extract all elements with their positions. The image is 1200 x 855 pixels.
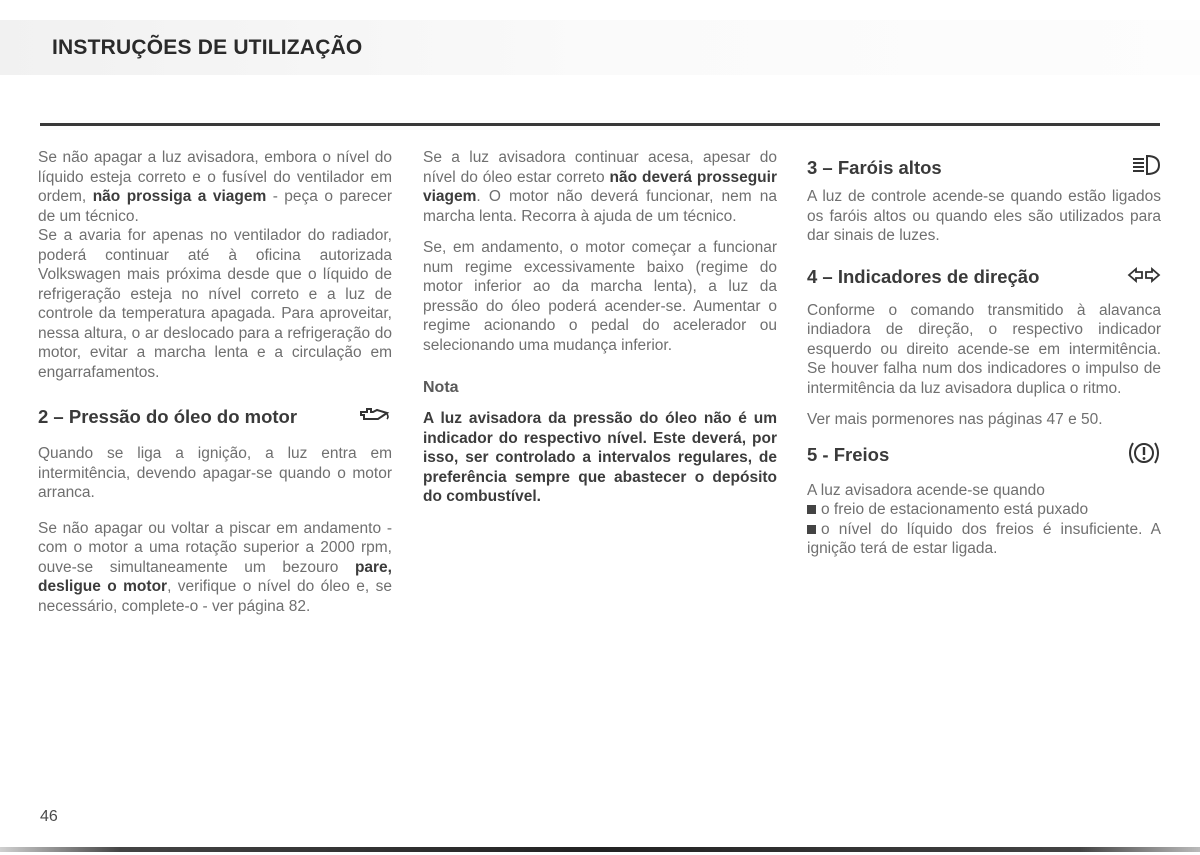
paragraph-low-rpm: Se, em andamento, o motor começar a funcionar num regime excessivamente baixo (regime do motor inferior ao da marcha lenta), a luz da pressão do óleo poderá acender-se. Aumentar o regime acionando o pedal do acelerador ou selecionando uma mudança inferior. [423,239,777,354]
paragraph-see-pages: Ver mais pormenores nas páginas 47 e 50. [807,411,1103,428]
note-title: Nota [423,379,459,396]
section-5-heading [807,440,1161,471]
brake-warning-icon [1127,440,1161,471]
column-3 [807,148,1161,559]
emphasis-text: pare, desligue o motor [38,558,392,595]
paragraph-fan-warning: Se não apagar a luz avisadora, embora o nível do líquido esteja correto e o fusível do ventilador em ordem, não prossiga a viagem - peça o parecer de um técnico. Se a avaria for apenas no ventilador do radiador, poderá continuar até à oficina autorizada Volkswagen mais próxima desde que o líquido de refrigeração esteja no nível correto e a luz de controle da temperatura apagada. Para aproveitar, nessa altura, o ar deslocado para a refrigeração do motor, evitar a marcha lenta e a circulação em engarrafamentos. [38,149,392,381]
note-body: A luz avisadora da pressão do óleo não é um indicador do respectivo nível. Este deverá, por isso, ser controlado a intervalos regulares, de preferência sempre que abastecer o depósito do combustível. [423,410,777,505]
section-4-title: 4 – Indicadores de direção [807,266,1040,287]
high-beam-icon [1131,154,1161,181]
emphasis-text: não deverá prosseguir viagem [423,168,777,205]
page-header-title: INSTRUÇÕES DE UTILIZAÇÃO [52,36,363,59]
turn-signal-icon [1127,266,1161,289]
header-rule [40,123,1160,126]
page-number: 46 [40,808,58,825]
brakes-bullet-2: o nível do líquido dos freios é insuficiente. A ignição terá de estar ligada. [807,520,1161,557]
footer-rule [0,847,1200,852]
emphasis-text: não prossiga a viagem [92,188,267,205]
section-4-heading [807,266,1161,289]
bullet-marker [807,505,816,514]
bullet-marker [807,525,816,534]
paragraph-oil-warning: Se não apagar ou voltar a piscar em andamento - com o motor a uma rotação superior a 2000 rpm, ouve-se simultaneamente um bezouro pare, desligue o motor, verifique o nível do óleo e, se necessário, complete-o - ver página 82. [38,519,393,615]
oil-pressure-icon [358,405,392,428]
paragraph-turn-signals: Conforme o comando transmitido à alavanca indiadora de direção, o respectivo indicador esquerdo ou direito acende-se em intermitência. Se houver falha num dos indicadores o impulso de intermitência da luz avisadora duplica o ritmo. [807,301,1161,397]
paragraph-high-beam: A luz de controle acende-se quando estão ligados os faróis altos ou quando eles são utilizados para dar sinais de luzes. [807,188,1161,244]
column-1 [38,148,392,616]
section-3-title: 3 – Faróis altos [807,156,942,178]
paragraph-brakes-intro: A luz avisadora acende-se quando [807,481,1045,499]
column-2 [423,148,777,507]
section-2-heading [38,405,392,428]
section-2-title: 2 – Pressão do óleo do motor [38,405,298,427]
paragraph-ignition: Quando se liga a ignição, a luz entra em intermitência, devendo apagar-se quando o motor arranca. [38,445,392,501]
section-5-title: 5 - Freios [807,444,890,465]
brakes-bullet-1: o freio de estacionamento está puxado [807,500,1161,520]
paragraph-oil-level: Se a luz avisadora continuar acesa, apesar do nível do óleo estar correto não deverá prosseguir viagem. O motor não deverá funcionar, nem na marcha lenta. Recorra à ajuda de um técnico. [423,149,777,225]
section-3-heading [807,154,1161,181]
